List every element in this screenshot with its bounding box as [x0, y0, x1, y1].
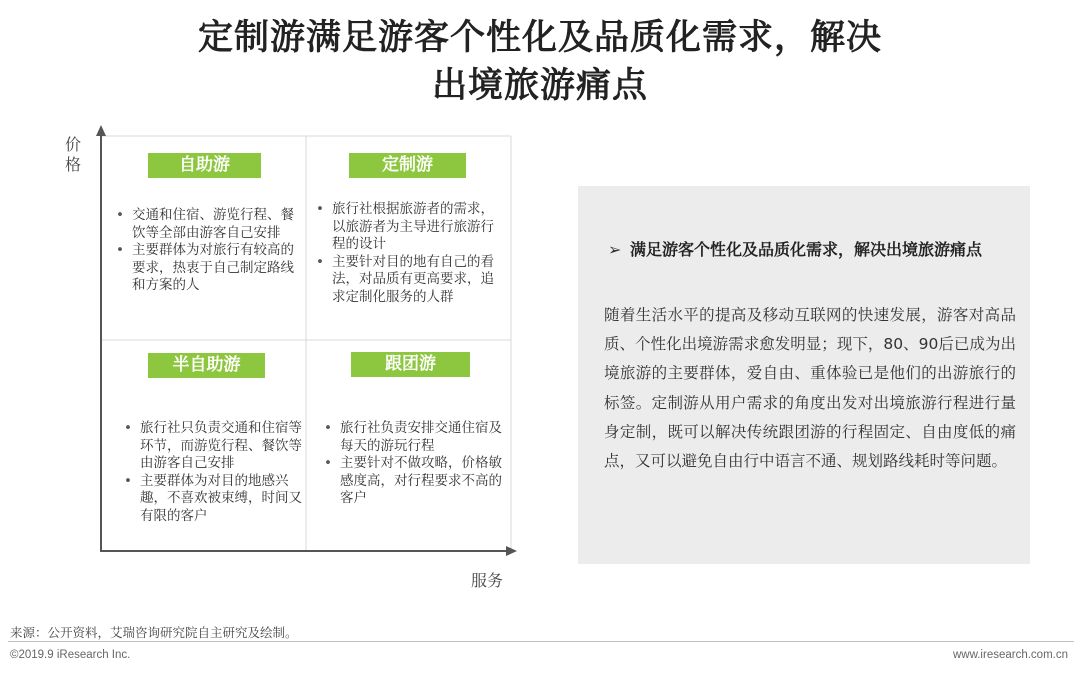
x-axis-label: 服务	[471, 571, 504, 590]
quadrant-semi-self-guided	[102, 340, 306, 551]
y-axis-label: 价格	[64, 135, 81, 174]
quadrant-bullet-list	[118, 420, 306, 525]
quadrant-customized	[306, 136, 511, 340]
panel-body-text: 随着生活水平的提高及移动互联网的快速发展，游客对高品质、个性化出境游需求愈发明显；现下，80、90后已成为出境旅游的主要群体，爱自由、重体验已是他们的出游旅行的标签。定制游从用户需求的角度出发对出境旅游行程进行量身定制，既可以解决传统跟团游的行程固定、自由度低的痛点，又可以避免自由行中语言不通、规划路线耗时等问题。	[604, 306, 1016, 471]
quadrant-title: 自助游	[148, 153, 261, 178]
website-link[interactable]: www.iresearch.com.cn	[952, 649, 1068, 661]
quadrant-title: 半自助游	[148, 353, 265, 378]
list-item: • 交通和住宿、游览行程、餐饮等全部由游客自己安排	[110, 207, 300, 242]
list-item: • 主要群体为对目的地感兴趣，不喜欢被束缚，时间又有限的客户	[118, 473, 306, 526]
quadrant-bullet-list	[318, 420, 508, 508]
summary-panel	[578, 186, 1030, 564]
source-note: 来源：公开资料，艾瑞咨询研究院自主研究及绘制。	[10, 625, 298, 640]
arrow-bullet-icon: ➢	[608, 240, 622, 259]
copyright-text: ©2019.9 iResearch Inc.	[10, 649, 131, 661]
list-item: • 主要针对不做攻略，价格敏感度高，对行程要求不高的客户	[318, 455, 508, 508]
quadrant-bullet-list	[110, 207, 300, 295]
quadrant-title: 跟团游	[351, 352, 470, 377]
panel-heading	[608, 235, 1018, 264]
y-axis-arrow-icon	[96, 125, 106, 136]
panel-heading-text: 满足游客个性化及品质化需求，解决出境旅游痛点	[630, 240, 983, 259]
footer-divider	[8, 641, 1074, 642]
page-title-line-1: 定制游满足游客个性化及品质化需求，解决	[197, 18, 882, 58]
list-item: • 主要针对目的地有自己的看法，对品质有更高要求，追求定制化服务的人群	[310, 254, 506, 307]
list-item: • 旅行社负责安排交通住宿及每天的游玩行程	[318, 420, 508, 455]
quadrant-title: 定制游	[349, 153, 466, 178]
quadrant-group-tour	[306, 340, 511, 551]
list-item: • 主要群体为对旅行有较高的要求，热衷于自己制定路线和方案的人	[110, 242, 300, 295]
quadrant-self-guided	[102, 136, 306, 340]
quadrant-bullet-list	[310, 201, 506, 306]
list-item: • 旅行社根据旅游者的需求，以旅游者为主导进行旅游行程的设计	[310, 201, 506, 254]
page-title-line-2: 出境旅游痛点	[431, 66, 648, 106]
list-item: • 旅行社只负责交通和住宿等环节，而游览行程、餐饮等由游客自己安排	[118, 420, 306, 473]
